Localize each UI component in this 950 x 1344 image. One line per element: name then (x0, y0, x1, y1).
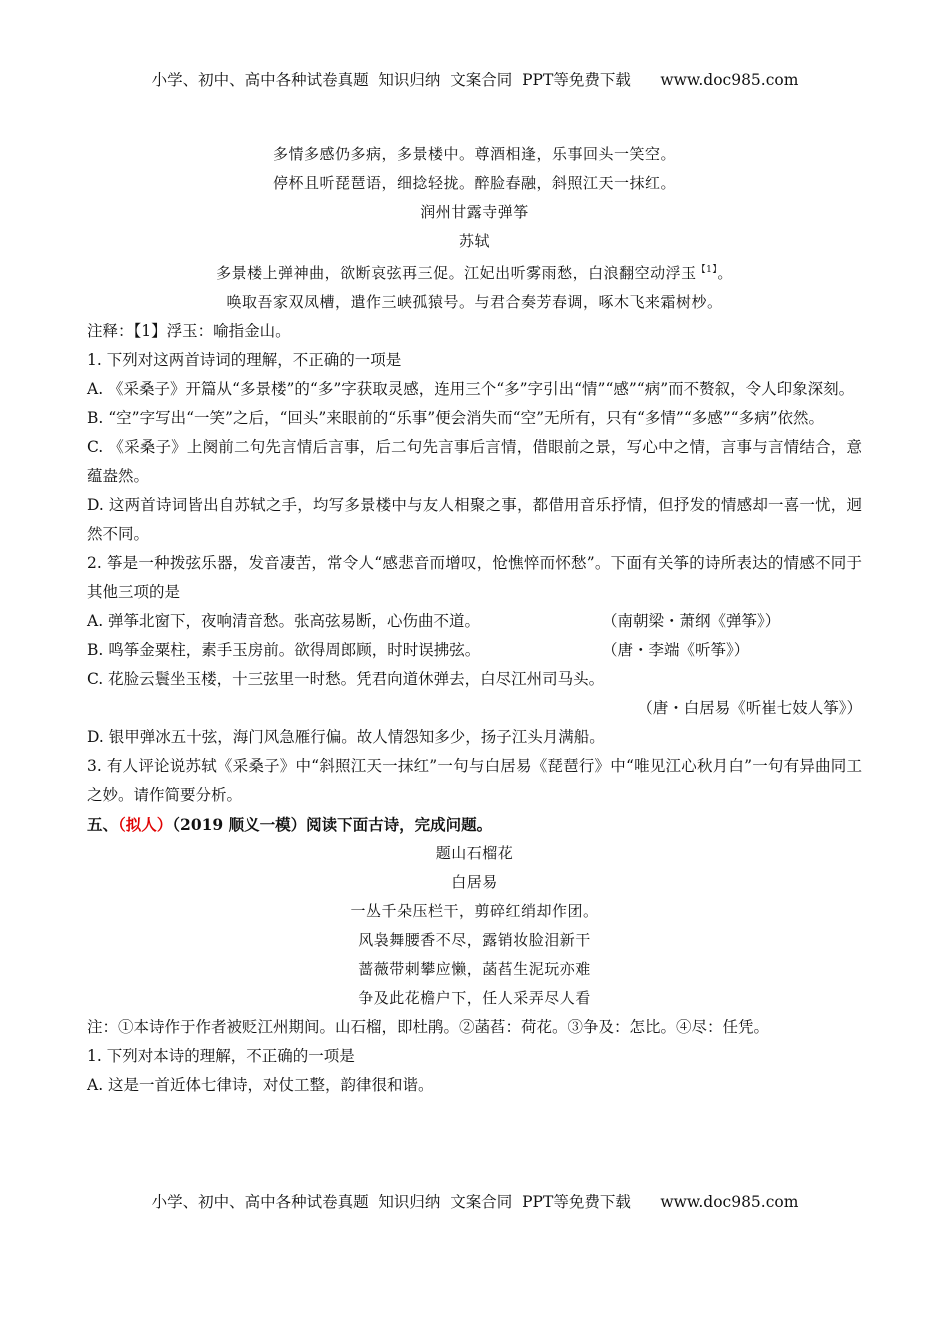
poem3-line4: 争及此花檐户下，任人采弄尽人看 (358, 989, 591, 1007)
q1-option-d: D. 这两首诗词皆出自苏轼之手，均写多景楼中与友人相聚之事，都借用音乐抒情，但抒发的情感却一喜一忧，迥然不同。 (87, 496, 862, 543)
q1-stem: 1. 下列对这两首诗词的理解，不正确的一项是 (87, 351, 402, 369)
section-number: 五、 (87, 815, 119, 834)
q2-stem: 2. 筝是一种拨弦乐器，发音凄苦，常令人“感悲音而增叹，怆憔悴而怀愁”。下面有关筝的诗所表达的情感不同于其他三项的是 (87, 554, 862, 601)
document-body (87, 140, 862, 1100)
poem3-line2: 风袅舞腰香不尽，露销妆脸泪新干 (358, 931, 591, 949)
section-title: （2019 顺义一模）阅读下面古诗，完成问题。 (172, 815, 493, 834)
poem2-line1-text: 多景楼上弹神曲，欲断哀弦再三促。江妃出听雾雨愁，白浪翻空动浮玉 (216, 264, 697, 282)
q1-option-c: C. 《采桑子》上阕前二句先言情后言事，后二句先言事后言情，借眼前之景，写心中之情，言事与言情结合，意蕴盎然。 (87, 438, 862, 485)
poem3-author: 白居易 (451, 873, 498, 891)
q5-1-stem: 1. 下列对本诗的理解，不正确的一项是 (87, 1047, 355, 1065)
poem1-line1: 多情多感仍多病，多景楼中。尊酒相逢，乐事回头一笑空。 (272, 145, 676, 163)
q2-option-b (87, 636, 862, 665)
q2-option-d: D. 银甲弹冰五十弦，海门风急雁行偏。故人情怨知多少，扬子江头月满船。 (87, 728, 605, 746)
poem2-title: 润州甘露寺弹筝 (420, 203, 529, 221)
q3-stem: 3. 有人评论说苏轼《采桑子》中“斜照江天一抹红”一句与白居易《琵琶行》中“唯见江心秋月白”一句有异曲同工之妙。请作简要分析。 (87, 757, 862, 804)
page-footer: 小学、初中、高中各种试卷真题 知识归纳 文案合同 PPT等免费下载 www.doc985.com (151, 1193, 799, 1211)
poem2-author: 苏轼 (458, 232, 490, 250)
poem3-notes: 注：①本诗作于作者被贬江州期间。山石榴，即杜鹃。②菡萏：荷花。③争及：怎比。④尽：任凭。 (87, 1018, 770, 1036)
q5-1-option-a: A. 这是一首近体七律诗，对仗工整，韵律很和谐。 (87, 1076, 434, 1094)
q2-option-c-cite: （唐・白居易《听崔七妓人筝》） (637, 699, 862, 717)
q2-option-a-text: A. 弹筝北窗下，夜响清音愁。张高弦易断，心伤曲不道。 (87, 612, 481, 630)
page-header: 小学、初中、高中各种试卷真题 知识归纳 文案合同 PPT等免费下载 www.doc985.com (151, 71, 799, 89)
section-tag: （拟人） (118, 815, 173, 834)
q2-option-b-cite: （唐・李端《听筝》） (602, 641, 750, 659)
q1-option-a: A. 《采桑子》开篇从“多景楼”的“多”字获取灵感，连用三个“多”字引出“情”“感”“病”而不赘叙，令人印象深刻。 (87, 380, 855, 398)
footnote-marker: 【1】 (696, 265, 718, 275)
footnote: 注释：【1】浮玉：喻指金山。 (87, 322, 291, 340)
section-heading (87, 810, 862, 839)
poem1-line2: 停杯且听琵琶语，细捻轻拢。醉脸春融，斜照江天一抹红。 (272, 174, 676, 192)
poem3-title: 题山石榴花 (435, 844, 514, 862)
poem3-line3: 蔷薇带刺攀应懒，菡萏生泥玩亦难 (358, 960, 591, 978)
poem3-line1: 一丛千朵压栏干，剪碎红绡却作团。 (350, 902, 599, 920)
poem2-line2: 唤取吾家双凤槽，遣作三峡孤猿号。与君合奏芳春调，啄木飞来霜树杪。 (226, 293, 723, 311)
poem2-line1-end: 。 (717, 264, 733, 282)
q2-option-b-text: B. 鸣筝金粟柱，素手玉房前。欲得周郎顾，时时误拂弦。 (87, 641, 481, 659)
q2-option-a-cite: （南朝梁・萧纲《弹筝》） (602, 612, 781, 630)
q2-option-c: C. 花脸云鬟坐玉楼，十三弦里一时愁。凭君向道休弹去，白尽江州司马头。 (87, 670, 605, 688)
q1-option-b: B. “空”字写出“一笑”之后，“回头”来眼前的“乐事”便会消失而“空”无所有，只有“多情”“多感”“多病”依然。 (87, 409, 825, 427)
poem2-line1 (87, 256, 862, 288)
q2-option-a (87, 607, 862, 636)
